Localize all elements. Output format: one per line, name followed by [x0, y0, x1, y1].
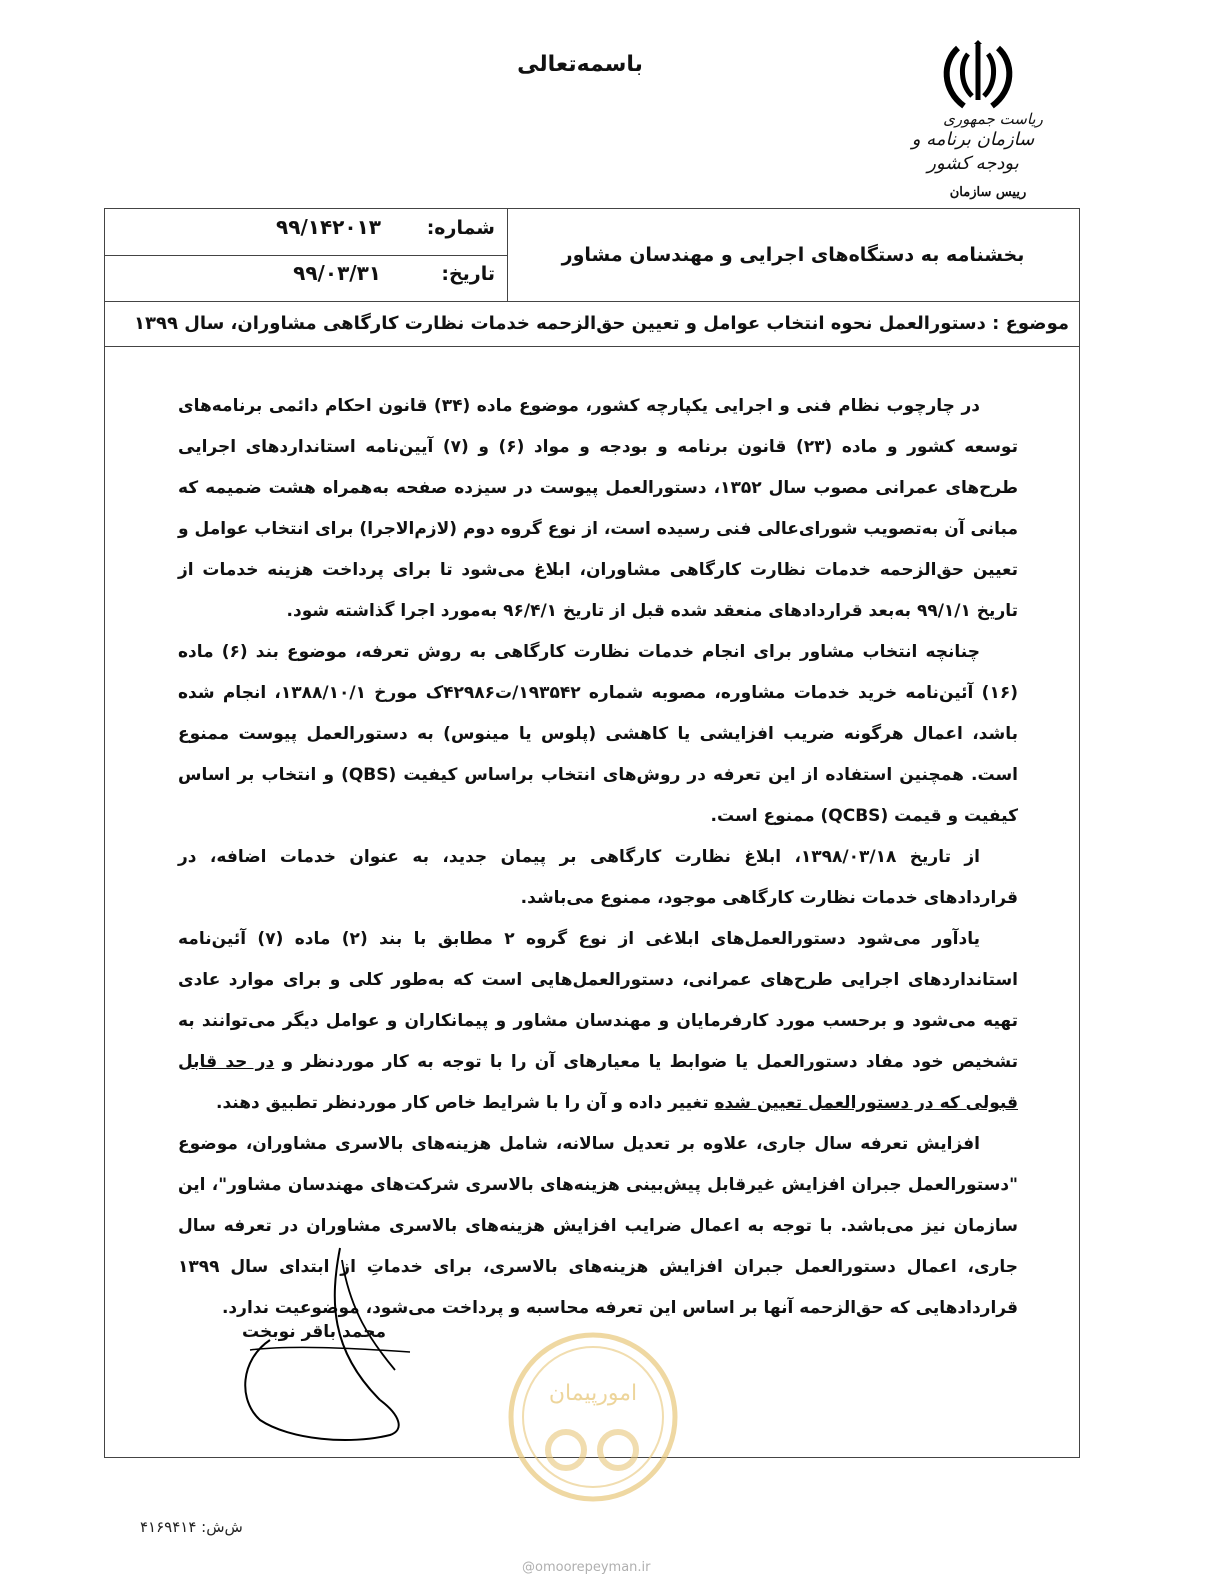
- subject-line: موضوع : دستورالعمل نحوه انتخاب عوامل و تعیین حق‌الزحمه خدمات نظارت کارگاهی مشاوران، سال ۱۳۹۹: [105, 301, 1079, 347]
- letter-body: [178, 386, 1018, 1329]
- stamp-text: امورپیمان: [548, 1381, 638, 1406]
- iran-emblem-icon: [938, 40, 1018, 112]
- handwritten-signature: [230, 1240, 440, 1450]
- omoor-peyman-stamp-icon: [506, 1330, 681, 1505]
- letter-header-table: [105, 209, 1079, 302]
- body-paragraph-3: از تاریخ ۱۳۹۸/۰۳/۱۸، ابلاغ نظارت کارگاهی بر پیمان جدید، به عنوان خدمات اضافه، در قراردادهای خدمات نظارت کارگاهی موجود، ممنوع می‌باشد.: [178, 847, 1018, 908]
- body-paragraph-1: در چارچوب نظام فنی و اجرایی یکپارچه کشور، موضوع ماده (۳۴) قانون احکام دائمی برنامه‌های توسعه کشور و ماده (۲۳) قانون برنامه و بودجه و مواد (۶) و (۷) آیین‌نامه استانداردهای اجرایی طرح‌های عمرانی مصوب سال ۱۳۵۲، دستورالعمل پیوست در سیزده صفحه به‌همراه هشت ضمیمه که مبانی آن به‌تصویب شورای‌عالی فنی رسیده است، از نوع گروه دوم (لازم‌الاجرا) برای انتخاب عوامل و تعیین حق‌الزحمه خدمات نظارت کارگاهی مشاوران، ابلاغ می‌شود تا برای پرداخت هزینه خدمات از تاریخ ۹۹/۱/۱ به‌بعد قراردادهای منعقد شده قبل از تاریخ ۹۶/۴/۱ به‌مورد اجرا گذاشته شود.: [178, 396, 1018, 621]
- date-value: ۹۹/۰۳/۳۱: [293, 261, 381, 285]
- body-paragraph-5: افزایش تعرفه سال جاری، علاوه بر تعدیل سالانه، شامل هزینه‌های بالاسری مشاوران، موضوع "دستورالعمل جبران افزایش غیرقابل پیش‌بینی هزینه‌های بالاسری شرکت‌های مهندسان مشاور"، این سازمان نیز می‌باشد. با توجه به اعمال ضرایب افزایش هزینه‌های بالاسری مشاوران در تعرفه سال جاری، اعمال دستورالعمل جبران افزایش هزینه‌های بالاسری، برای خدماتِ از ابتدای سال ۱۳۹۹ قراردادهایی که حق‌الزحمه آنها بر اساس این تعرفه محاسبه و پرداخت می‌شود، موضوعیت ندارد.: [178, 1134, 1018, 1318]
- recipient-heading: بخشنامه به دستگاه‌های اجرایی و مهندسان مشاور: [561, 244, 1025, 266]
- number-label: شماره:: [426, 217, 495, 239]
- number-row: [105, 209, 507, 256]
- body-paragraph-2: چنانچه انتخاب مشاور برای انجام خدمات نظارت کارگاهی به روش تعرفه، موضوع بند (۶) ماده (۱۶) آئین‌نامه خرید خدمات مشاوره، مصوبه شماره ۱۹۳۵۴۲/ت۴۲۹۸۶ک مورخ ۱۳۸۸/۱۰/۱، انجام شده باشد، اعمال هرگونه ضریب افزایشی یا کاهشی (پلوس یا مینوس) به دستورالعمل پیوست ممنوع است. همچنین استفاده از این تعرفه در روش‌های انتخاب براساس کیفیت (QBS) و انتخاب بر اساس کیفیت و قیمت (QCBS) ممنوع است.: [178, 642, 1018, 826]
- body-paragraph-4-end: تغییر داده و آن را با شرایط خاص کار موردنظر تطبیق دهند.: [216, 1093, 709, 1113]
- org-line-head: رییس سازمان: [949, 185, 1027, 200]
- date-label: تاریخ:: [441, 263, 495, 285]
- org-line-organization: سازمان برنامه و بودجه کشور: [911, 129, 1035, 174]
- footer-reference: ش‌ش: ۴۱۶۹۴۱۴: [140, 1518, 243, 1536]
- body-paragraph-4: [178, 919, 1018, 1124]
- signer-name: محمد باقر نوبخت: [242, 1322, 386, 1342]
- underlined-phrase: در حد قابل قبولی که در دستورالعمل تعیین شده: [178, 1052, 1018, 1113]
- date-row: [105, 255, 507, 301]
- invocation-heading: باسمه‌تعالی: [517, 52, 643, 77]
- body-paragraph-4-start: یادآور می‌شود دستورالعمل‌های ابلاغی از نوع گروه ۲ مطابق با بند (۲) ماده (۷) آئین‌نامه استانداردهای اجرایی طرح‌های عمرانی، دستورالعمل‌هایی است که به‌طور کلی و برای موارد عادی تهیه می‌شود و برحسب مورد کارفرمایان و مهندسان مشاور و پیمانکاران و عوامل دیگر می‌توانند به تشخیص خود مفاد دستورالعمل یا ضوابط یا معیارهای آن را با توجه به کار موردنظر و: [178, 929, 1018, 1072]
- watermark-url: @omoorepeyman.ir: [522, 1560, 651, 1575]
- org-line-presidency: ریاست جمهوری: [943, 110, 1043, 128]
- number-value: ۹۹/۱۴۲۰۱۳: [276, 215, 381, 239]
